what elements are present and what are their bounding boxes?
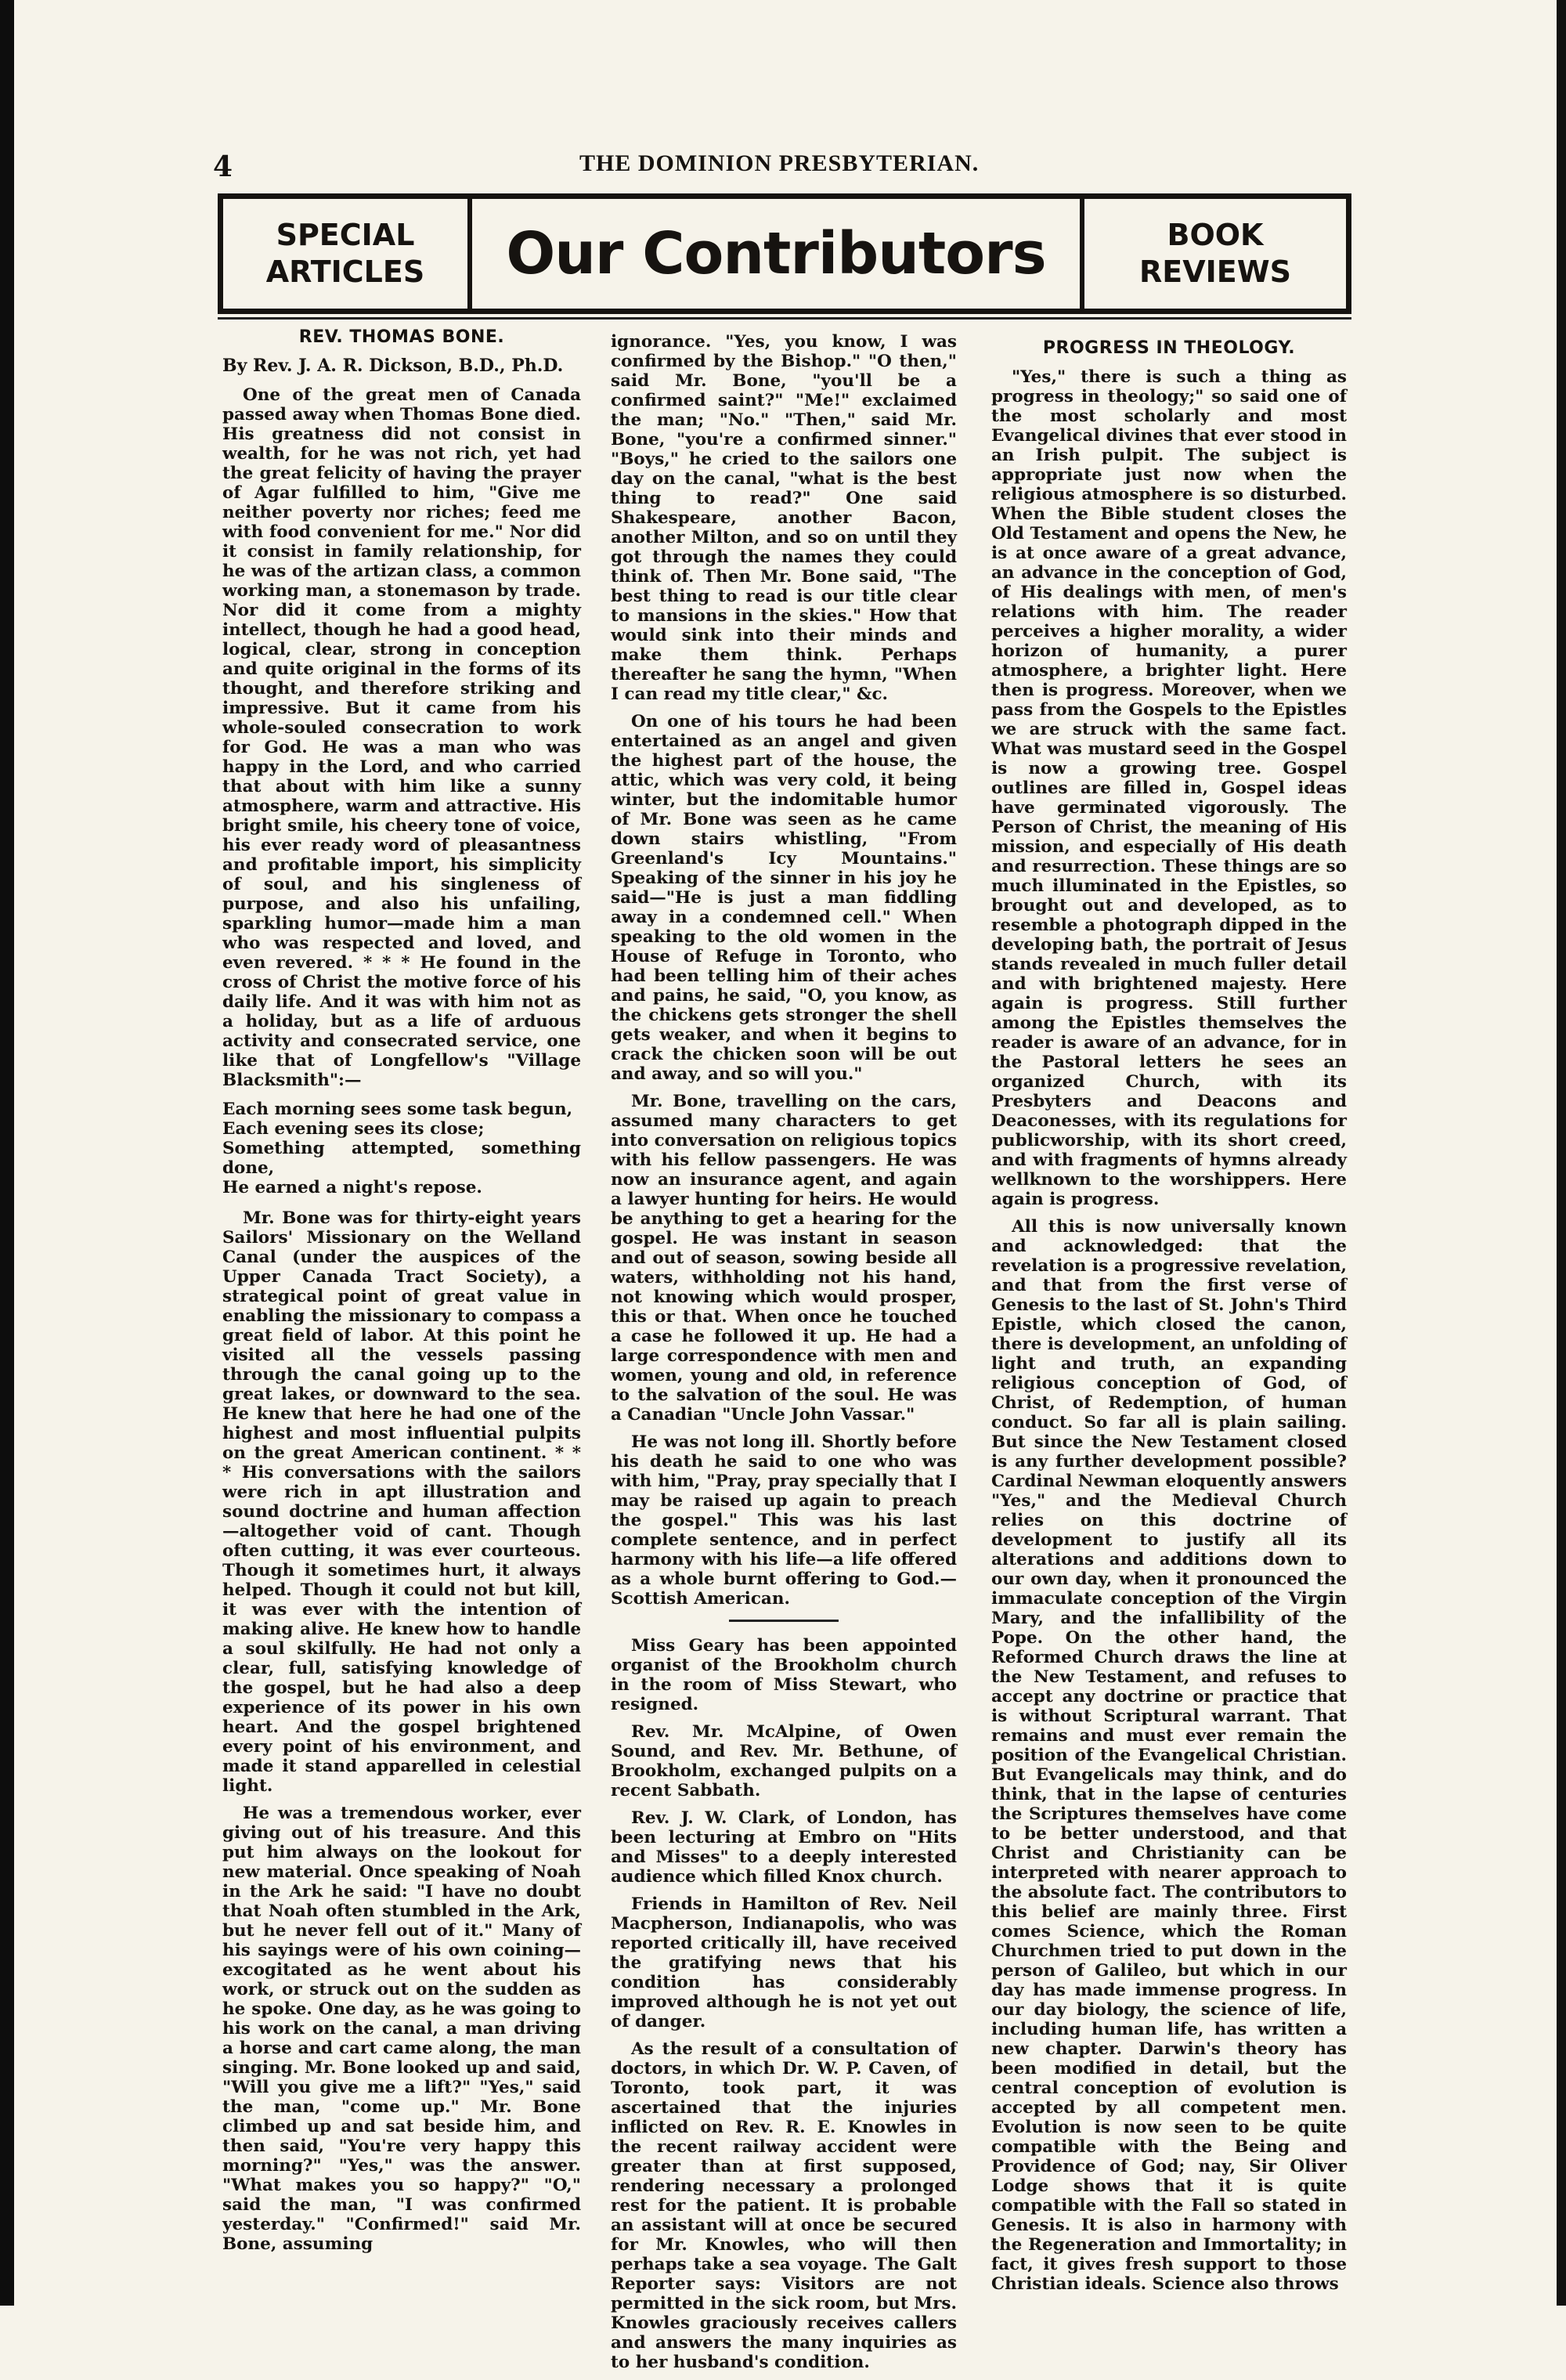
page-number: 4 (213, 150, 233, 183)
paragraph: He was not long ill. Shortly before his death he said to one who was with him, "Pray, pray specially that I may be raised up again to preach the gospel." This was his last complete sentence, and in perfect harmony with his life—a life offered as a whole burnt offering to God.—Scottish American. (611, 1432, 957, 1609)
article-byline: By Rev. J. A. R. Dickson, B.D., Ph.D. (222, 356, 564, 376)
reviews-label: REVIEWS (1138, 255, 1291, 289)
section-header-box (218, 193, 1351, 314)
special-label: SPECIAL (276, 217, 415, 252)
news-note: Rev. J. W. Clark, of London, has been lecturing at Embro on "Hits and Misses" to a deeply interested audience which filled Knox church. (611, 1808, 957, 1887)
poem-line: Each evening sees its close; (222, 1119, 485, 1139)
paragraph: On one of his tours he had been entertained as an angel and given the highest part of the house, the attic, which was very cold, it being winter, but the indomitable humor of Mr. Bone was seen as he came down stairs whistling, "From Greenland's Icy Mountains." Speaking of the sinner in his joy he said—"He is just a man fiddling away in a condemned cell." When speaking to the old women in the House of Refuge in Toronto, who had been telling him of their aches and pains, he said, "O, you know, as the chickens gets stronger the shell gets weaker, and when it begins to crack the chicken soon will be out and away, and so will you." (611, 712, 957, 1084)
paragraph: Mr. Bone, travelling on the cars, assumed many characters to get into conversation on religious topics with his fellow passengers. He was now an insurance agent, and again a lawyer hunting for heirs. He would be anything to get a hearing for the gospel. He was instant in season and out of season, sowing beside all waters, withholding not his hand, not knowing which would prosper, this or that. When once he touched a case he followed it up. He had a large correspondence with men and women, young and old, in reference to the salvation of the soul. He was a Canadian "Uncle John Vassar." (611, 1092, 957, 1425)
paragraph: He was a tremendous worker, ever giving out of his treasure. And this put him always on the lookout for new material. Once speaking of Noah in the Ark he said: "I have no doubt that Noah often stumbled in the Ark, but he never fell out of it." Many of his sayings were of his own coining—excogitated as he went about his work, or struck out on the sudden as he spoke. One day, as he was going to his work on the canal, a man driving a horse and cart came along, the man singing. Mr. Bone looked up and said, "Will you give me a lift?" "Yes," said the man, "come up." Mr. Bone climbed up and sat beside him, and then said, "You're very happy this morning?" "Yes," was the answer. "What makes you so happy?" "O," said the man, "I was confirmed yesterday." "Confirmed!" said Mr. Bone, assuming (222, 1804, 581, 2254)
article-title: PROGRESS IN THEOLOGY. (1042, 338, 1296, 358)
paragraph: All this is now universally known and acknowledged: that the revelation is a progressive revelation, and that from the first verse of Genesis to the last of St. John's Third Epistle, which closed the canon, there is development, an unfolding of light and truth, an expanding religious conception of God, of Christ, of Redemption, of human conduct. So far all is plain sailing. But since the New Testament closed is any further development possible? Cardinal Newman eloquently answers "Yes," and the Medieval Church relies on this doctrine of development to justify all its alterations and additions down to our own day, when it pronounced the immaculate conception of the Virgin Mary, and the infallibility of the Pope. On the other hand, the Reformed Church draws the line at the New Testament, and refuses to accept any doctrine or practice that is without Scriptural warrant. That remains and must ever remain the position of the Evangelical Christian. But Evangelicals may think, and do think, that in the lapse of centuries the Scriptures themselves have come to be better understood, and that Christ and Christianity can be interpreted with nearer approach to the absolute fact. The contributors to this belief are mainly three. First comes Science, which the Roman Churchmen tried to put down in the person of Galileo, but which in our day has made immense progress. In our day biology, the science of life, including human life, has written a new chapter. Darwin's theory has been modified in detail, but the central conception of evolution is accepted by all competent men. Evolution is now seen to be quite compatible with the Being and Providence of God; nay, Sir Oliver Lodge shows that it is quite compatible with the Fall so stated in Genesis. It is also in harmony with the Regeneration and Immortality; in fact, it gives fresh support to those Christian ideals. Science also throws (991, 1217, 1347, 2294)
article-title: REV. THOMAS BONE. (298, 327, 505, 347)
section-title: Our Contributors (506, 220, 1046, 287)
column-3 (991, 338, 1347, 2302)
book-reviews-label (1080, 199, 1346, 309)
articles-label: ARTICLES (265, 255, 425, 289)
news-note: Rev. Mr. McAlpine, of Owen Sound, and Rev. Mr. Bethune, of Brookholm, exchanged pulpits on a recent Sabbath. (611, 1722, 957, 1800)
poem-line: Something attempted, something done, (222, 1139, 581, 1178)
paragraph: "Yes," there is such a thing as progress in theology;" so said one of the most scholarly and most Evangelical divines that ever stood in an Irish pulpit. The subject is appropriate just now when the religious atmosphere is so disturbed. When the Bible student closes the Old Testament and opens the New, he is at once aware of a great advance, an advance in the conception of God, of His dealings with men, of men's relations with him. The reader perceives a higher morality, a wider horizon of humanity, a purer atmosphere, a brighter light. Here then is progress. Moreover, when we pass from the Gospels to the Epistles we are struck with the same fact. What was mustard seed in the Gospel is now a growing tree. Gospel outlines are filled in, Gospel ideas have germinated vigorously. The Person of Christ, the meaning of His mission, and especially of His death and resurrection. These things are so much illuminated in the Epistles, so brought out and developed, as to resemble a photograph dipped in the developing bath, the portrait of Jesus stands revealed in much fuller detail and with brightened majesty. Here again is progress. Still further among the Epistles themselves the reader is aware of an advance, for in the Pastoral letters he sees an organized Church, with its Presbyters and Deacons and Deaconesses, with its regulations for publicworship, with its short creed, and with fragments of hymns already wellknown to the worshippers. Here again is progress. (991, 367, 1347, 1209)
news-note: Miss Geary has been appointed organist of the Brookholm church in the room of Miss Stewart, who resigned. (611, 1636, 957, 1714)
news-note: As the result of a consultation of doctors, in which Dr. W. P. Caven, of Toronto, took part, it was ascertained that the injuries inflicted on Rev. R. E. Knowles in the recent railway accident were greater than at first supposed, rendering necessary a prolonged rest for the patient. It is probable an assistant will at once be secured for Mr. Knowles, who will then perhaps take a sea voyage. The Galt Reporter says: Visitors are not permitted in the sick room, but Mrs. Knowles graciously receives callers and answers the many inquiries as to her husband's condition. (611, 2039, 957, 2372)
paragraph: Mr. Bone was for thirty-eight years Sailors' Missionary on the Welland Canal (under the auspices of the Upper Canada Tract Society), a strategical point of great value in enabling the missionary to compass a great field of labor. At this point he visited all the vessels passing through the canal going up to the great lakes, or downward to the sea. He knew that here he had one of the highest and most influential pulpits on the great American continent. * * * His conversations with the sailors were rich in apt illustration and sound doctrine and human affection—altogether void of cant. Though often cutting, it was ever courteous. Though it sometimes hurt, it always helped. Though it could not but kill, it was ever with the intention of making alive. He knew how to handle a soul skilfully. He had not only a clear, full, satisfying knowledge of the gospel, but he had also a deep experience of its power in his own heart. And the gospel brightened every point of his environment, and made it stand apparelled in celestial light. (222, 1208, 581, 1796)
divider (729, 1620, 839, 1622)
paragraph: One of the great men of Canada passed away when Thomas Bone died. His greatness did not consist in wealth, for he was not rich, yet had the great felicity of having the prayer of Agar fulfilled to him, "Give me neither poverty nor riches; feed me with food convenient for me." Nor did it consist in family relationship, for he was of the artizan class, a common working man, a stonemason by trade. Nor did it come from a mighty intellect, though he had a good head, logical, clear, strong in conception and quite original in the forms of its thought, and therefore striking and impressive. But it came from his whole-souled consecration to work for God. He was a man who was happy in the Lord, and who carried that about with him like a sunny atmosphere, warm and attractive. His bright smile, his cheery tone of voice, his ever ready word of pleasantness and profitable import, his simplicity of soul, and his singleness of purpose, and also his unfailing, sparkling humor—made him a man who was respected and loved, and even revered. * * * He found in the cross of Christ the motive force of his daily life. And it was with him not as a holiday, but as a life of arduous activity and consecrated service, one like that of Longfellow's "Village Blacksmith":— (222, 385, 581, 1090)
poem-line: Each morning sees some task begun, (222, 1100, 573, 1119)
poem-quote (222, 1100, 581, 1197)
book-label: BOOK (1167, 217, 1264, 252)
paragraph: ignorance. "Yes, you know, I was confirmed by the Bishop." "O then," said Mr. Bone, "you'll be a confirmed saint?" "Me!" exclaimed the man; "No." "Then," said Mr. Bone, "you're a confirmed sinner." "Boys," he cried to the sailors one day on the canal, "what is the best thing to read?" One said Shakespeare, another Bacon, another Milton, and so on until they got through the names they could think of. Then Mr. Bone said, "The best thing to read is our title clear to mansions in the skies." How that would sink into their minds and make them think. Perhaps thereafter he sang the hymn, "When I can read my title clear," &c. (611, 332, 957, 704)
column-1 (222, 327, 581, 2262)
running-head: THE DOMINION PRESBYTERIAN. (579, 150, 980, 176)
news-note: Friends in Hamilton of Rev. Neil Macpherson, Indianapolis, who was reported critically ill, have received the gratifying news that his condition has considerably improved although he is not yet out of danger. (611, 1894, 957, 2031)
poem-line: He earned a night's repose. (222, 1178, 482, 1197)
special-articles-label (223, 199, 472, 309)
header-rule (218, 317, 1351, 320)
column-2 (611, 332, 957, 2380)
